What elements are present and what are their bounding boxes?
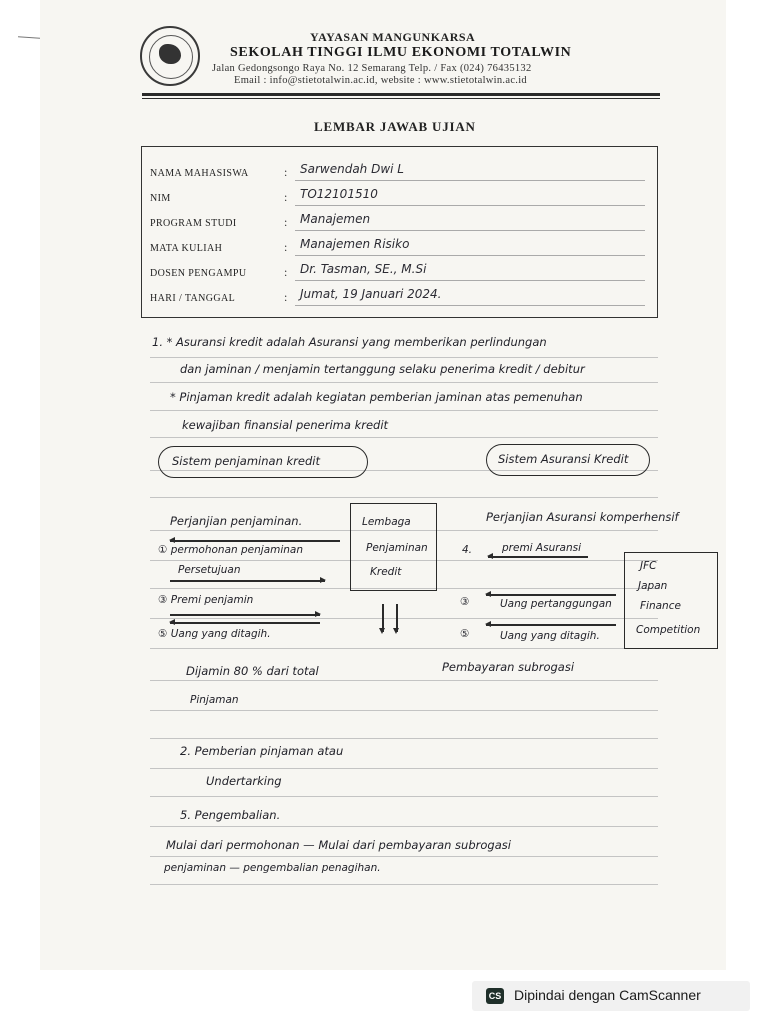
- right-step: Uang yang ditagih.: [500, 630, 600, 642]
- sheet-title: LEMBAR JAWAB UJIAN: [314, 119, 476, 134]
- left-diagram-title: Perjanjian penjaminan.: [170, 514, 303, 528]
- ruled-line: [150, 796, 658, 797]
- field-row: PROGRAM STUDI : Manajemen: [150, 212, 650, 234]
- answer-line: * Pinjaman kredit adalah kegiatan pemberian jaminan atas pemenuhan: [170, 390, 583, 404]
- left-step: ③ Premi penjamin: [158, 594, 254, 606]
- left-arrow: [170, 622, 320, 624]
- down-arrow: [396, 604, 398, 632]
- school-name: SEKOLAH TINGGI ILMU EKONOMI TOTALWIN: [230, 45, 572, 60]
- answer-line: Undertarking: [206, 774, 282, 788]
- foundation-name: YAYASAN MANGUNKARSA: [310, 30, 476, 44]
- ruled-line: [150, 357, 658, 358]
- answer-sheet-paper: [40, 0, 726, 970]
- ruled-line: [150, 410, 658, 411]
- box-line: Lembaga: [362, 516, 411, 528]
- left-step: ① permohonan penjaminan: [158, 544, 304, 556]
- box-line: Penjaminan: [366, 542, 428, 554]
- field-row: NIM : TO12101510: [150, 187, 650, 209]
- field-row: DOSEN PENGAMPU : Dr. Tasman, SE., M.Si: [150, 262, 650, 284]
- right-arrow: [170, 614, 320, 616]
- university-seal-icon: [140, 26, 200, 86]
- field-value: Manajemen Risiko: [300, 237, 410, 251]
- right-step-number: 4.: [462, 544, 473, 556]
- ruled-line: [150, 710, 658, 711]
- right-step: Uang pertanggungan: [500, 598, 612, 610]
- field-label: DOSEN PENGAMPU: [150, 268, 247, 279]
- camscanner-text: Dipindai dengan CamScanner: [514, 987, 701, 1003]
- left-step: Persetujuan: [178, 564, 241, 576]
- field-label: MATA KULIAH: [150, 243, 223, 254]
- ruled-line: [150, 437, 658, 438]
- right-diagram-title: Perjanjian Asuransi komperhensif: [486, 510, 679, 524]
- right-step-number: ⑤: [460, 628, 470, 640]
- answer-line: penjaminan — pengembalian penagihan.: [164, 862, 381, 874]
- field-label: NAMA MAHASISWA: [150, 168, 249, 179]
- answer-line: dan jaminan / menjamin tertanggung selaku penerima kredit / debitur: [180, 362, 585, 376]
- field-row: MATA KULIAH : Manajemen Risiko: [150, 237, 650, 259]
- right-arrow: [170, 580, 325, 582]
- header-divider-thin: [142, 98, 660, 99]
- answer-line: 5. Pengembalian.: [180, 808, 281, 822]
- ruled-line: [150, 382, 658, 383]
- field-value: Jumat, 19 Januari 2024.: [300, 287, 442, 301]
- field-label: HARI / TANGGAL: [150, 293, 236, 304]
- header-divider: [142, 93, 660, 96]
- left-arrow: [488, 556, 588, 558]
- field-value: Manajemen: [300, 212, 371, 226]
- left-arrow: [486, 624, 616, 626]
- answer-line: Pembayaran subrogasi: [442, 660, 575, 674]
- ruled-line: [150, 648, 658, 649]
- right-step: premi Asuransi: [502, 542, 582, 554]
- oval-label: Sistem penjaminan kredit: [172, 454, 320, 468]
- camscanner-badge: [472, 981, 750, 1011]
- ruled-line: [150, 826, 658, 827]
- field-value: Sarwendah Dwi L: [300, 162, 404, 176]
- student-info-box: [141, 146, 658, 318]
- camscanner-logo-icon: CS: [486, 988, 504, 1004]
- left-arrow: [486, 594, 616, 596]
- box-line: Kredit: [370, 566, 402, 578]
- answer-line: 1. * Asuransi kredit adalah Asuransi yang memberikan perlindungan: [152, 335, 547, 349]
- ruled-line: [150, 680, 658, 681]
- ruled-line: [150, 497, 658, 498]
- field-label: NIM: [150, 193, 171, 204]
- field-value: TO12101510: [300, 187, 378, 201]
- school-contact: Email : info@stietotalwin.ac.id, website : www.stietotalwin.ac.id: [234, 75, 527, 86]
- answer-line: Dijamin 80 % dari total: [186, 664, 319, 678]
- ruled-line: [150, 856, 658, 857]
- left-arrow: [170, 540, 340, 542]
- answer-line: 2. Pemberian pinjaman atau: [180, 744, 344, 758]
- answer-line: kewajiban finansial penerima kredit: [182, 418, 389, 432]
- right-step-number: ③: [460, 596, 470, 608]
- jfc-line: JFC: [640, 560, 657, 572]
- ruled-line: [150, 768, 658, 769]
- jfc-line: Japan: [638, 580, 668, 592]
- ruled-line: [150, 884, 658, 885]
- oval-label: Sistem Asuransi Kredit: [498, 452, 629, 466]
- margin-mark: [18, 36, 40, 39]
- answer-line: Mulai dari permohonan — Mulai dari pembayaran subrogasi: [166, 838, 511, 852]
- school-address: Jalan Gedongsongo Raya No. 12 Semarang Telp. / Fax (024) 76435132: [212, 63, 532, 74]
- field-label: PROGRAM STUDI: [150, 218, 237, 229]
- field-row: NAMA MAHASISWA : Sarwendah Dwi L: [150, 162, 650, 184]
- down-arrow: [382, 604, 384, 632]
- jfc-line: Competition: [636, 624, 701, 636]
- answer-line: Pinjaman: [190, 694, 239, 706]
- field-row: HARI / TANGGAL : Jumat, 19 Januari 2024.: [150, 287, 650, 309]
- ruled-line: [150, 738, 658, 739]
- left-step: ⑤ Uang yang ditagih.: [158, 628, 271, 640]
- jfc-line: Finance: [640, 600, 681, 612]
- field-value: Dr. Tasman, SE., M.Si: [300, 262, 427, 276]
- ruled-line: [150, 618, 658, 619]
